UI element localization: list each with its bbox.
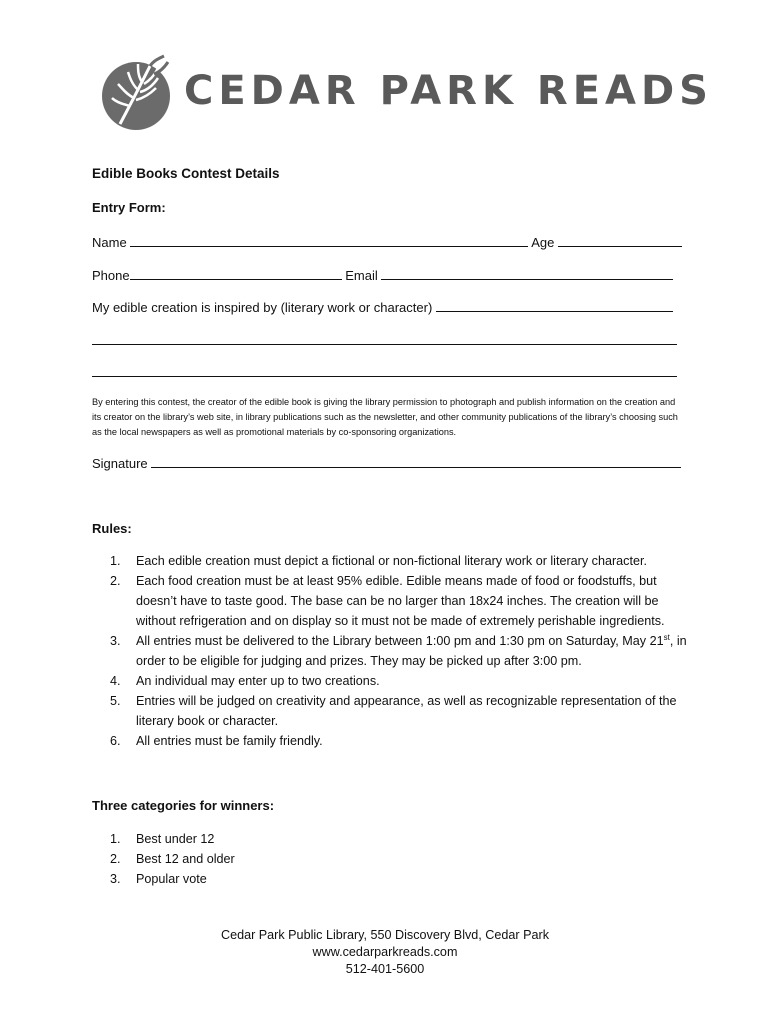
- list-item: 2. Each food creation must be at least 95% edible. Edible means made of food or foodstuffs, but doesn’t have to taste good. The base can be no larger than 18x24 inches. The creation will be without refrigeration and on display so it must not be made of extremely perishable ingredients.: [110, 574, 665, 628]
- list-item: 3. All entries must be delivered to the Library between 1:00 pm and 1:30 pm on Saturday, May 21st, in order to be eligible for judging and prizes. They may be picked up after 3:00 pm.: [110, 632, 687, 668]
- name-label: Name: [92, 235, 127, 250]
- signature-row: [92, 453, 681, 471]
- inspired-field-line-3[interactable]: [92, 376, 677, 377]
- age-field[interactable]: [558, 232, 682, 247]
- logo-text: CEDAR PARK READS: [184, 68, 713, 114]
- signature-field[interactable]: [151, 453, 681, 468]
- list-item: 4. An individual may enter up to two creations.: [110, 674, 380, 688]
- list-item: 6. All entries must be family friendly.: [110, 734, 323, 748]
- winners-list: [110, 829, 690, 889]
- entry-form-heading: Entry Form:: [92, 200, 166, 215]
- footer: [0, 927, 770, 978]
- phone-field[interactable]: [130, 265, 342, 280]
- list-item: 3. Popular vote: [110, 872, 207, 886]
- footer-address: Cedar Park Public Library, 550 Discovery Blvd, Cedar Park: [220, 928, 550, 942]
- phone-email-row: [92, 265, 673, 283]
- inspired-field[interactable]: [436, 297, 673, 312]
- cedar-park-reads-logo: [98, 54, 713, 138]
- list-item: 5. Entries will be judged on creativity and appearance, as well as recognizable representation of the literary book or character.: [110, 694, 677, 728]
- list-item: 1. Best under 12: [110, 832, 215, 846]
- winners-heading: Three categories for winners:: [92, 798, 275, 813]
- phone-label: Phone: [92, 268, 130, 283]
- cedar-leaf-logo-icon: [98, 54, 178, 134]
- name-age-row: [92, 232, 682, 250]
- inspired-label: My edible creation is inspired by (literary work or character): [92, 300, 433, 315]
- footer-phone: 512-401-5600: [345, 962, 425, 976]
- rules-list: [110, 551, 690, 751]
- name-field[interactable]: [130, 232, 528, 247]
- permission-statement: By entering this contest, the creator of the edible book is giving the library permission to photograph and publish information on the creation and its creator on the library’s web site, in library publications such as the newsletter, and other community publications of the library’s choosing such as the local newspapers as well as promotional materials by co-sponsoring organizations.: [92, 397, 678, 437]
- age-label: Age: [531, 235, 555, 250]
- inspired-field-line-2[interactable]: [92, 344, 677, 345]
- rules-heading: Rules:: [92, 521, 132, 536]
- list-item: 2. Best 12 and older: [110, 852, 235, 866]
- signature-label: Signature: [92, 456, 148, 471]
- page-title: Edible Books Contest Details: [92, 166, 280, 181]
- inspired-row: [92, 297, 673, 315]
- email-field[interactable]: [381, 265, 673, 280]
- footer-website: www.cedarparkreads.com: [312, 945, 458, 959]
- email-label: Email: [345, 268, 378, 283]
- list-item: 1. Each edible creation must depict a fictional or non-fictional literary work or literary character.: [110, 554, 647, 568]
